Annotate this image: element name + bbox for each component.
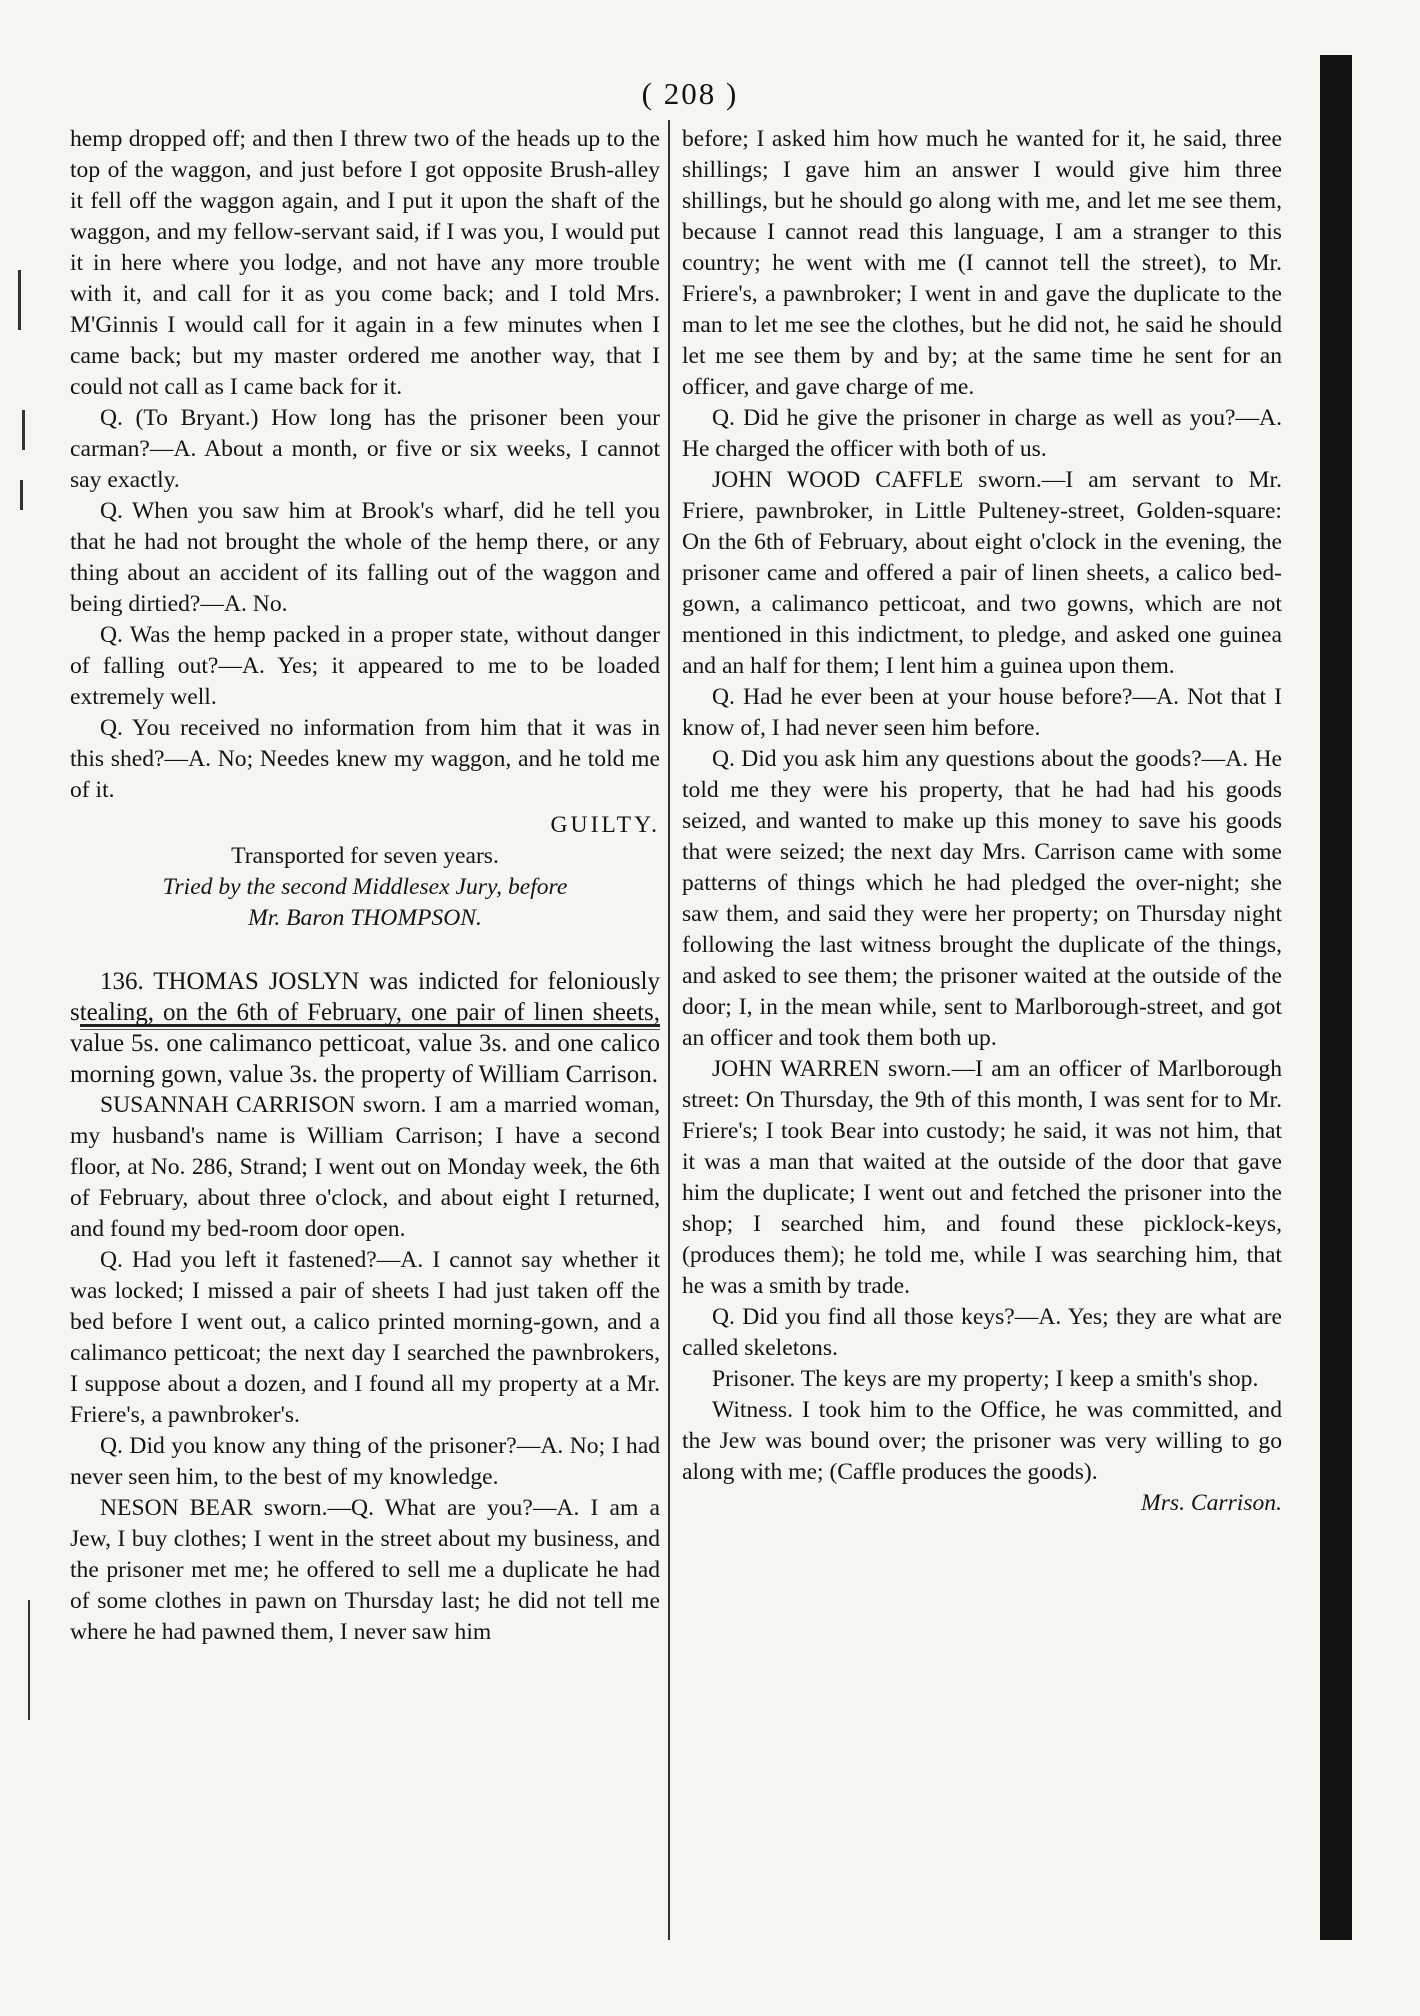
running-catchword: Mrs. Carrison. [1141,1490,1282,1516]
paragraph: Q. (To Bryant.) How long has the prisoner been your carman?—A. About a month, or five or six weeks, I cannot say exactly. [70,405,660,493]
page-number: ( 208 ) [641,76,739,111]
jury-note: Tried by the second Middlesex Jury, before [162,874,568,900]
paragraph: hemp dropped off; and then I threw two of the heads up to the top of the waggon, and just before I got opposite Brush-alley it fell off the waggon again, and I put it upon the shaft of the waggon, and my fellow-servant said, if I was you, I would put it in here where you lodge, and not have any more trouble with it, and call for it as you come back; and I told Mrs. M'Ginnis I would call for it again in a few minutes when I came back; but my master ordered me another way, that I could not call as I came back for it. [70,126,660,400]
left-column [70,124,660,1648]
paragraph: JOHN WOOD CAFFLE sworn.—I am servant to Mr. Friere, pawnbroker, in Little Pulteney-street, Golden-square: On the 6th of February, about eight o'clock in the evening, the prisoner came and offered a pair of linen sheets, a calico bed-gown, a calimanco petticoat, and two gowns, which are not mentioned in this indictment, to pledge, and asked one guinea and an half for them; I lent him a guinea upon them. [682,467,1282,679]
scan-edge-shadow [1320,55,1352,1940]
paragraph: Q. Did you ask him any questions about the goods?—A. He told me they were his property, that he had had his goods seized, and wanted to make up this money to save his goods that were seized; the next day Mrs. Carrison came with some patterns of things which he had pledged the over-night; she saw them, and said they were her property; on Thursday night following the last witness brought the duplicate of the things, and asked to see them; the prisoner waited at the outside of the door; I, in the mean while, sent to Marlborough-street, and got an officer and took them both up. [682,746,1282,1051]
paragraph: Q. You received no information from him that it was in this shed?—A. No; Needes knew my waggon, and he told me of it. [70,715,660,803]
verdict: GUILTY. [550,812,660,838]
paragraph: SUSANNAH CARRISON sworn. I am a married woman, my husband's name is William Carrison; I have a second floor, at No. 286, Strand; I went out on Monday week, the 6th of February, about three o'clock, and about eight I returned, and found my bed-room door open. [70,1092,660,1242]
case-heading: 136. THOMAS JOSLYN was indicted for feloniously stealing, on the 6th of February, one pair of linen sheets, value 5s. one calimanco petticoat, value 3s. and one calico morning gown, value 3s. the property of William Carrison. [70,968,660,1088]
column-divider [668,120,670,1940]
paragraph: Prisoner. The keys are my property; I keep a smith's shop. [712,1366,1259,1392]
paragraph: Q. Did you know any thing of the prisoner?—A. No; I had never seen him, to the best of my knowledge. [70,1433,660,1490]
paragraph: JOHN WARREN sworn.—I am an officer of Marlborough street: On Thursday, the 9th of this month, I was sent for to Mr. Friere's; I took Bear into custody; he said, it was not him, that it was a man that waited at the outside of the door that gave him the duplicate; I went out and fetched the prisoner into the shop; I searched him, and found these picklock-keys, (produces them); he told me, while I was searching him, that he was a smith by trade. [682,1056,1282,1299]
paragraph: Q. Did he give the prisoner in charge as well as you?—A. He charged the officer with both of us. [682,405,1282,462]
paragraph: before; I asked him how much he wanted for it, he said, three shillings; I gave him an answer I would give him three shillings, but he should go along with me, and let me see them, because I cannot read this language, I am a stranger to this country; he went with me (I cannot tell the street), to Mr. Friere's, a pawnbroker; I went in and gave the duplicate to the man to let me see the clothes, but he did not, he said he should let me see them by and by; at the same time he sent for an officer, and gave charge of me. [682,126,1282,400]
paragraph: Q. Was the hemp packed in a proper state, without danger of falling out?—A. Yes; it appeared to me to be loaded extremely well. [70,622,660,710]
paragraph: Witness. I took him to the Office, he was committed, and the Jew was bound over; the prisoner was very willing to go along with me; (Caffle produces the goods). [682,1397,1282,1485]
paragraph: Q. Had you left it fastened?—A. I cannot say whether it was locked; I missed a pair of sheets I had just taken off the bed before I went out, a calico printed morning-gown, and a calimanco petticoat; the next day I searched the pawnbrokers, I suppose about a dozen, and I found all my property at a Mr. Friere's, a pawnbroker's. [70,1247,660,1428]
margin-mark [28,1600,30,1720]
paragraph: Q. Had he ever been at your house before?—A. Not that I know of, I had never seen him before. [682,684,1282,741]
sentence: Transported for seven years. [231,843,499,869]
margin-mark [18,270,21,330]
margin-mark [22,410,25,450]
right-column [682,124,1282,1519]
paragraph: NESON BEAR sworn.—Q. What are you?—A. I am a Jew, I buy clothes; I went in the street about my business, and the prisoner met me; he offered to sell me a duplicate he had of some clothes in pawn on Thursday last; he did not tell me where he had pawned them, I never saw him [70,1495,660,1645]
paragraph: Q. Did you find all those keys?—A. Yes; they are what are called skeletons. [682,1304,1282,1361]
paragraph: Q. When you saw him at Brook's wharf, did he tell you that he had not brought the whole of the hemp there, or any thing about an accident of its falling out of the waggon and being dirtied?—A. No. [70,498,660,617]
jury-note: Mr. Baron THOMPSON. [248,905,482,931]
margin-mark [20,480,23,510]
